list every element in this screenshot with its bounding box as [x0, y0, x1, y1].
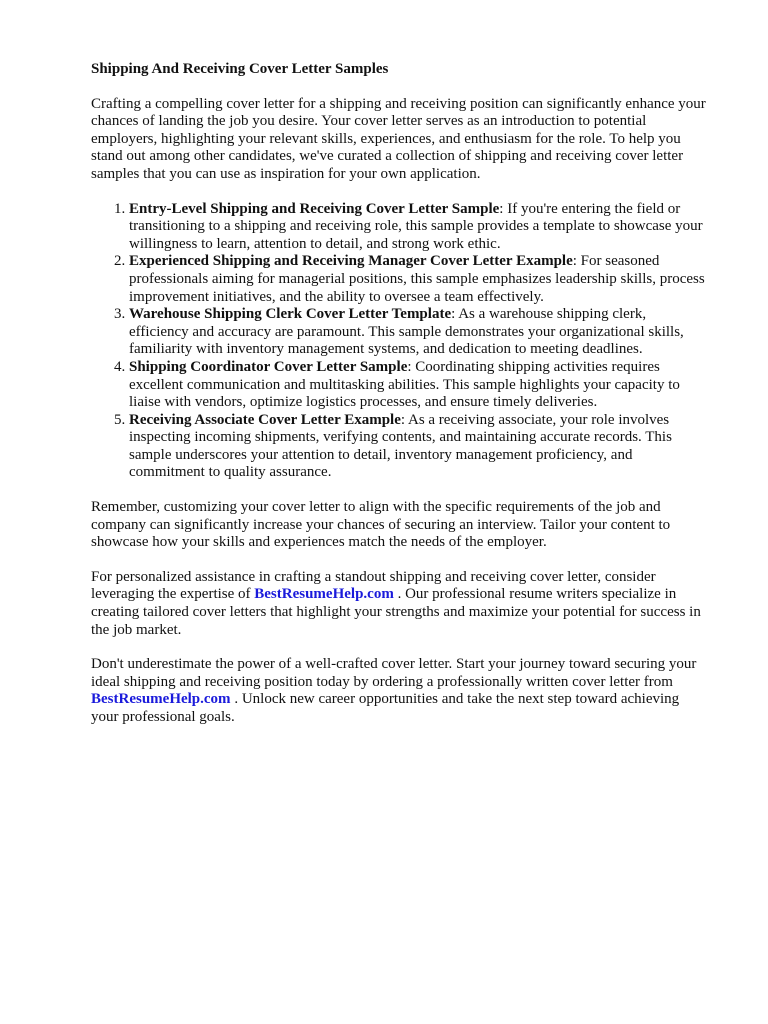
list-item-title: Shipping Coordinator Cover Letter Sample [129, 358, 408, 375]
intro-paragraph: Crafting a compelling cover letter for a shipping and receiving position can significantly enhance your chances of landing the job you desire. Your cover letter serves as an introduction to potential employers, highlighting your relevant skills, experiences, and enthusiasm for the role. To help you stand out among other candidates, we've curated a collection of shipping and receiving cover letter samples that you can use as inspiration for your own application. [91, 95, 706, 182]
list-item [129, 306, 708, 359]
list-item [129, 412, 708, 482]
document-title: Shipping And Receiving Cover Letter Samples [91, 61, 389, 77]
personalized-paragraph [91, 569, 708, 639]
closing-paragraph [91, 656, 708, 726]
list-item-text: : As a warehouse shipping clerk, efficiency and accuracy are paramount. This sample demonstrates your organizational skills, familiarity with inventory management systems, and dedication to meeting deadlines. [129, 306, 684, 358]
list-item-title: Experienced Shipping and Receiving Manager Cover Letter Example [129, 253, 573, 270]
list-item-title: Receiving Associate Cover Letter Example [129, 411, 401, 428]
list-item [129, 201, 708, 254]
list-item-text: : Coordinating shipping activities requires excellent communication and multitasking abilities. This sample highlights your capacity to liaise with vendors, optimize logistics processes, and ensure timely deliveries. [129, 358, 680, 411]
remember-paragraph: Remember, customizing your cover letter to align with the specific requirements of the job and company can significantly increase your chances of securing an interview. Tailor your content to showcase how your skills and experiences match the needs of the employer. [91, 499, 671, 551]
bestresumehelp-link[interactable]: BestResumeHelp.com [254, 586, 394, 603]
personalized-text-end: . Our professional resume writers specialize in creating tailored cover letters that highlight your strengths and maximize your potential for success in the job market. [91, 586, 701, 638]
closing-text-end: . Unlock new career opportunities and take the next step toward achieving your professional goals. [91, 691, 680, 725]
closing-text: Don't underestimate the power of a well-crafted cover letter. Start your journey toward securing your ideal shipping and receiving position today by ordering a professionally written cover letter from [91, 656, 697, 690]
sample-list [91, 201, 708, 483]
list-item-text: : If you're entering the field or transitioning to a shipping and receiving role, this sample provides a template to showcase your willingness to learn, attention to detail, and strong work ethic. [129, 200, 703, 252]
bestresumehelp-link-closing[interactable]: BestResumeHelp.com [91, 691, 231, 708]
personalized-text: For personalized assistance in crafting a standout shipping and receiving cover letter, consider leveraging the expertise of [91, 568, 656, 603]
list-item [129, 253, 708, 306]
list-item-text: : For seasoned professionals aiming for managerial positions, this sample emphasizes leadership skills, process improvement initiatives, and the ability to oversee a team effectively. [129, 253, 705, 305]
list-item-text: : As a receiving associate, your role involves inspecting incoming shipments, verifying contents, and maintaining accurate records. This sample underscores your attention to detail, inventory management proficiency, and commitment to quality assurance. [129, 411, 672, 481]
list-item [129, 359, 708, 412]
list-item-title: Entry-Level Shipping and Receiving Cover Letter Sample [129, 200, 500, 217]
list-item-title: Warehouse Shipping Clerk Cover Letter Template [129, 306, 452, 323]
